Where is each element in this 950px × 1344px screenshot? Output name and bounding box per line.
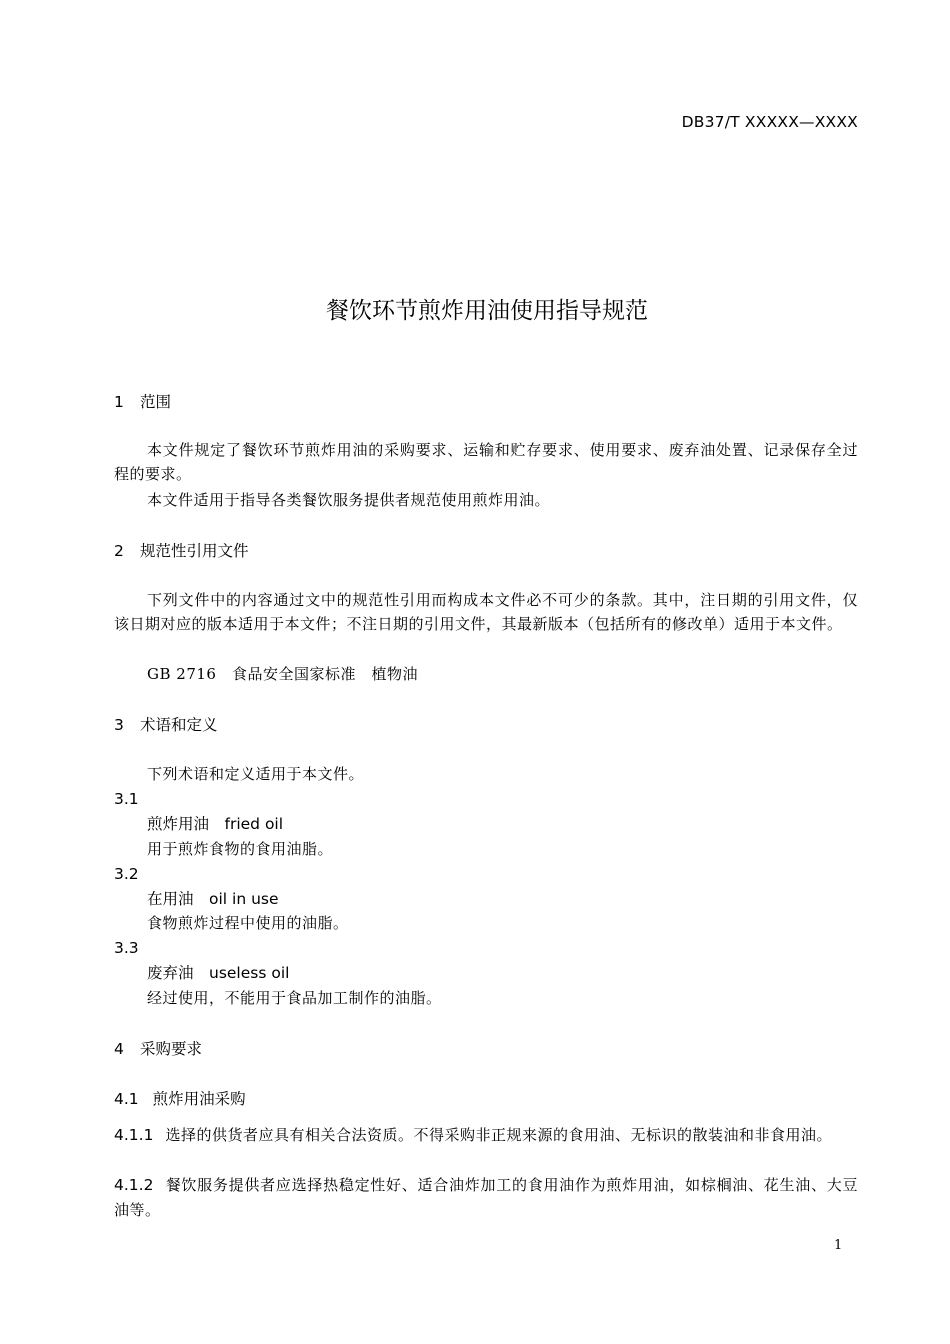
clause-4-1-2: [114, 1173, 858, 1223]
page-number: 1: [834, 1238, 843, 1253]
section-number: 1: [114, 393, 124, 411]
subsection-number: 4.1: [114, 1090, 139, 1108]
subsection-title: 煎炸用油采购: [152, 1090, 246, 1108]
clause-text: 餐饮服务提供者应选择热稳定性好、适合油炸加工的食用油作为煎炸用油，如棕榈油、花生油、大豆油等。: [114, 1176, 858, 1219]
clause-4-1-1: [114, 1123, 858, 1148]
section-1-heading: [114, 390, 858, 412]
term-name: 煎炸用油 fried oil: [147, 815, 284, 833]
clause-text: 选择的供货者应具有相关合法资质。不得采购非正规来源的食用油、无标识的散装油和非食用油。: [165, 1126, 832, 1144]
section-4-heading: [114, 1037, 858, 1059]
subsection-4-1-heading: [114, 1087, 858, 1109]
term-definition: 经过使用，不能用于食品加工制作的油脂。: [147, 989, 442, 1007]
clause-number: 4.1.2: [114, 1176, 154, 1194]
section-2-heading: [114, 539, 858, 561]
term-number: 3.2: [114, 865, 139, 883]
section-number: 2: [114, 542, 124, 560]
document-title: 餐饮环节煎炸用油使用指导规范: [326, 298, 648, 324]
section-1-paragraph-1: 本文件规定了餐饮环节煎炸用油的采购要求、运输和贮存要求、使用要求、废弃油处置、记录保存全过程的要求。: [114, 441, 858, 483]
section-3-heading: [114, 713, 858, 735]
document-code: DB37/T XXXXX—XXXX: [681, 113, 858, 131]
term-definition: 用于煎炸食物的食用油脂。: [147, 840, 334, 858]
section-number: 4: [114, 1040, 124, 1058]
section-title: 术语和定义: [140, 716, 218, 734]
term-definition: 食物煎炸过程中使用的油脂。: [147, 914, 349, 932]
section-3-intro: 下列术语和定义适用于本文件。: [147, 765, 365, 783]
normative-reference: GB 2716 食品安全国家标准 植物油: [147, 665, 418, 683]
section-title: 采购要求: [140, 1040, 203, 1058]
term-number: 3.1: [114, 790, 139, 808]
section-1-paragraph-2: 本文件适用于指导各类餐饮服务提供者规范使用煎炸用油。: [147, 491, 551, 509]
section-title: 范围: [140, 393, 172, 411]
term-name: 废弃油 useless oil: [147, 964, 290, 982]
section-number: 3: [114, 716, 124, 734]
section-2-paragraph: 下列文件中的内容通过文中的规范性引用而构成本文件必不可少的条款。其中，注日期的引用文件，仅该日期对应的版本适用于本文件；不注日期的引用文件，其最新版本（包括所有的修改单）适用于本文件。: [114, 591, 858, 633]
term-name: 在用油 oil in use: [147, 890, 279, 908]
clause-number: 4.1.1: [114, 1126, 154, 1144]
section-title: 规范性引用文件: [140, 542, 249, 560]
term-number: 3.3: [114, 939, 139, 957]
